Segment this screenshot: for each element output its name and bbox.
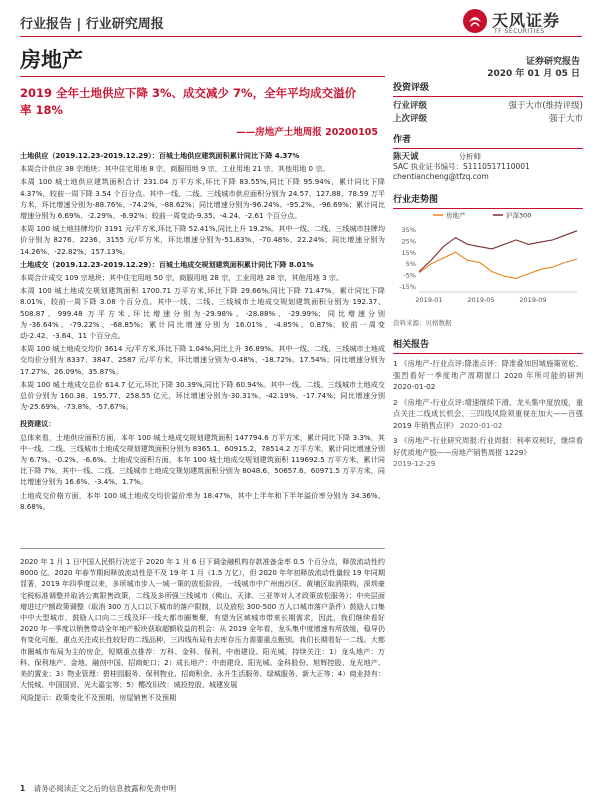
y-tick-label: 5% xyxy=(405,260,416,269)
legend-label: 房地产 xyxy=(446,211,466,220)
rating-section xyxy=(393,80,583,126)
y-tick-label: -5% xyxy=(403,271,416,280)
paragraph: 土地成交价格方面，本年 100 城土地成交均价溢价率为 18.47%，其中上半年和下半年溢价率分别为 34.36%、8.68%。 xyxy=(20,490,385,511)
paragraph: 本周合计成交 109 宗地块；其中住宅用地 50 宗，商服用地 28 宗，工业用地 28 宗，其他用地 3 宗。 xyxy=(20,273,344,283)
rating-row xyxy=(393,100,583,113)
page-footer xyxy=(20,783,176,794)
x-tick-label: 2019-05 xyxy=(467,296,495,304)
y-tick-label: -15% xyxy=(399,282,416,291)
related-list xyxy=(393,358,583,470)
related-item[interactable] xyxy=(393,435,583,470)
text-run: ：从 2019 全年看，龙头集中度增速有所放缓，稳导仍有变化可能， xyxy=(20,624,385,645)
paragraph: 本周 100 城土地挂牌均价 3191 元/平方米,环比下降 52.41%,同比上升 19.2%。其中一线、二线、三线城市挂牌均价分别为 8276、2236、3155 元/平方米，环比增速分别为-51.83%、-70.48%、22.24%；同比增速分别为 14.26%、-22.82%、157.13%。 xyxy=(20,224,385,256)
disclaimer-note: 请务必阅读正文之后的信息披露和免责申明 xyxy=(33,784,177,793)
rating-row xyxy=(393,113,583,126)
logo-text-en: TF SECURITIES xyxy=(494,28,545,35)
page-number: 1 xyxy=(20,784,26,793)
trend-title: 行业走势图 xyxy=(393,192,583,209)
rating-key: 上次评级 xyxy=(393,114,428,124)
author-cert: SAC 执业证书编号：S1110517110001 xyxy=(393,162,530,171)
header-rule xyxy=(20,36,582,37)
text-run: 2020 年 1 月 1 日中国人民银行决定于 2020 年 1 月 6 日下调金融机构存款准备金率 0.5 个百分点，释放流动性约 8000 亿。2020 年春节期间释放流动性是不及 19 年 1 月（1.5 万亿），但 2020 年年初释放流动性量较 19 年同期显著，2019 年四季度以来，多所城市步入一城一策的放松阶段，一线城市中广州南沙区、黄埔区取消限购，深圳豪宅税标准调整并取消公寓限售政策，二线及多所强三线城市（佛山、天津、三亚等对人才政策放松服务）；中央层面增进过户额政策调整（取消 300 万人口以下城市的落户限制，以及放松 300-500 万人口城市落户条件）鼓励人口集中中大型城市，鼓励人口向二三线及环一线大都市圈集聚，有望为区域城市带来长期需求，因此， xyxy=(20,557,385,623)
rating-value: 强于大市 xyxy=(548,114,583,124)
author-title: 作者 xyxy=(393,132,583,149)
series-line-1 xyxy=(419,231,577,272)
related-section xyxy=(393,337,583,474)
main-body xyxy=(20,150,385,514)
trend-chart xyxy=(393,208,583,318)
x-tick-label: 2019-09 xyxy=(519,296,547,304)
series-line-0 xyxy=(419,252,577,278)
paragraph: 本周 100 城土地成交均价 3614 元/平方米,环比下降 1.04%,同比上升 36.89%。其中一线、二线、三线城市土地成交均价分别为 8337、3847、2587 元/平方米，环比增速分别为-0.48%、-18.72%、17.54%；同比增速分别为 17.27%、26.09%、35.87%。 xyxy=(20,344,385,376)
x-tick-label: 2019-01 xyxy=(415,296,443,304)
paragraph: 本周 100 城土地成交总价 614.7 亿元,环比下降 30.39%,同比下降 60.94%。其中一线、二线、三线城市土地成交总价分别为 160.38、195.77、258.55 亿元，环比增速分别为-30.31%、-42.19%、-17.74%；同比增速分别为-25.69%、-73.8%、-57.67%。 xyxy=(20,379,385,412)
related-title: 相关报告 xyxy=(393,337,583,354)
transaction-lead: 土地成交（2019.12.23-2019.12.29）：百城土地成交规划建筑面积累计同比下降 8.01% xyxy=(20,259,314,269)
y-tick-label: 15% xyxy=(401,248,416,257)
paragraph: 本周合计供应 38 宗地块；其中住宅用地 8 宗，商服用地 9 宗，工业用地 21 宗，其他用地 0 宗。 xyxy=(20,164,330,174)
report-category: 行业报告 | 行业研究周报 xyxy=(20,17,164,32)
paragraph: 本周 100 城土地供应建筑面积合计 231.04 万平方米,环比下降 83.55%,同比下降 95.94%，累计同比下降 4.37%，较前一周下降 3.54 个百分点。其中一线、二线、三线城市供应面积分别为 24.57、127.88、78.59 万平方米，环比增速分别为-88.76%、-74.2%、-88.62%；同比增速分别为-96.24%、-95.2%、-96.69%；累计同比增速分别为 6.69%、-2.29%、-6.92%；较前一周变动-9.35、-4.24、-2.61 个百分点。 xyxy=(20,177,385,221)
related-date: 2019-12-29 xyxy=(393,459,436,468)
rating-key: 行业评级 xyxy=(393,101,428,111)
brand-logo xyxy=(462,8,582,38)
supply-lead: 土地供应（2019.12.23-2019.12.29）：百城土地供应建筑面积累计同比下降 4.37% xyxy=(20,151,300,160)
legend-label: 沪深300 xyxy=(506,211,532,220)
investment-advice-title: 投资建议： xyxy=(20,419,56,429)
rating-value: 强于大市(维持评级) xyxy=(508,101,583,111)
title-rule xyxy=(20,76,385,77)
related-text: 2 《房地产-行业点评:增速继续下滑、龙头集中度放缓，重点关注二线成长机会，三四线风险须重视在加大——百强 2019 年销售点评》 xyxy=(393,397,583,430)
logo-text-cn: 天风证券 xyxy=(492,11,561,30)
rating-title: 投资评级 xyxy=(393,80,583,97)
related-item[interactable] xyxy=(393,397,583,432)
report-type: 证券研究报告 xyxy=(525,57,580,67)
risk-note: 风险提示：政策变化不及预期，房屋销售不及预期 xyxy=(20,693,177,703)
y-tick-label: 35% xyxy=(401,226,416,235)
paragraph: 总体来看，土地供应面积方面，本年 100 城土地成交规划建筑面积 147794.6 万平方米，累计同比下降 3.3%，其中一线、二线、三线城市土地成交规划建筑面积分别为 8365.1、60915.2、78514.2 万平方米，累计同比增速分别为 6.7%、-0.2%、-6.6%。土地成交面积方面，本年 100 城土地成交规划建筑面积 119692.5 万平方米，累计同比下降 7%，其中一线、二线、三线城市土地成交规划建筑面积分别为 8048.6、50657.6、60971.5 万平方米，同比增速分别为 16.6%、-3.4%、1.7%。 xyxy=(20,432,385,487)
headline: 2019 全年土地供应下降 3%、成交减少 7%，全年平均成交溢价率 18% xyxy=(20,86,357,117)
section-rule xyxy=(20,548,385,549)
related-item[interactable] xyxy=(393,358,583,393)
related-text: 3 《房地产-行业研究周报:行业周报：利率双利好，继续看好优质地产股——房地产销售周报 1229》 xyxy=(393,436,583,457)
related-text: 1 《房地产-行业点评:降准点评：降准叠加因城施策宽松、强烈看好一季度地产周期窗口 2020 年所可能的研判 2020-01-02 xyxy=(393,359,583,391)
chart-source: 资料来源：贝格数据 xyxy=(393,319,452,327)
author-name: 陈天诚 xyxy=(393,152,419,162)
text-run: ，三四线布局有去库存压力需要重点甄别。我们长期看好一二线、大都市圈城市布局为主的房企，短期重点推荐：万科、金科、保利、中南建设、阳光城，持续关注：1）龙头地产：万科、保利地产、金地、融创中国、招商蛇口；2）成长地产：中南建设、阳光城、金科股份、旭辉控股、龙光地产、美的置业；3）物业管理：碧桂园服务、保利物业、招商积余、永升生活服务、绿城服务、新大正等；4）商业持有：大悦城、中国国贸、光大嘉宝等；5）樱改旧改：城投控股、城建发展 xyxy=(20,635,386,690)
author-section xyxy=(393,132,583,182)
highlight-text: 重点关注成长性较好的二线品种 xyxy=(62,635,164,645)
author-info xyxy=(393,152,583,182)
related-date: 2020-01-02 xyxy=(460,420,503,430)
summary-body xyxy=(20,556,385,704)
highlight-text: 我们继续看好 2020 年一季度以销售带动全年地产板块获取超额收益的机会 xyxy=(20,613,386,634)
y-tick-label: 25% xyxy=(401,237,416,246)
subheadline: ——房地产土地周报 20200105 xyxy=(236,127,378,138)
author-email[interactable]: chentiancheng@tfzq.com xyxy=(393,172,489,181)
paragraph xyxy=(20,556,385,690)
paragraph: 本周 100 城土地成交规划建筑面积 1700.71 万平方米,环比下降 29.66%,同比下降 71.47%，累计同比下降 8.01%，较前一周下降 3.08 个百分点。其中一线、二线、三线城市土地成交规划建筑面积分别为 192.37、508.87、999.48 万平方米,环比增速分别为-29.98%、-28.88%、-29.99%；同比增速分别为-36.64%、-79.22%、-68.85%；累计同比增速分别为 16.01%、-4.85%、0.87%；较前一周变动-2.42、-3.64、11 个百分点。 xyxy=(20,286,385,341)
page-title: 房地产 xyxy=(20,48,83,72)
logo-mark-icon xyxy=(462,8,488,34)
trend-chart-svg xyxy=(393,208,583,313)
trend-section xyxy=(393,192,583,209)
author-role: 分析师 xyxy=(458,152,482,161)
report-date: 2020 年 01 月 05 日 xyxy=(487,69,580,79)
